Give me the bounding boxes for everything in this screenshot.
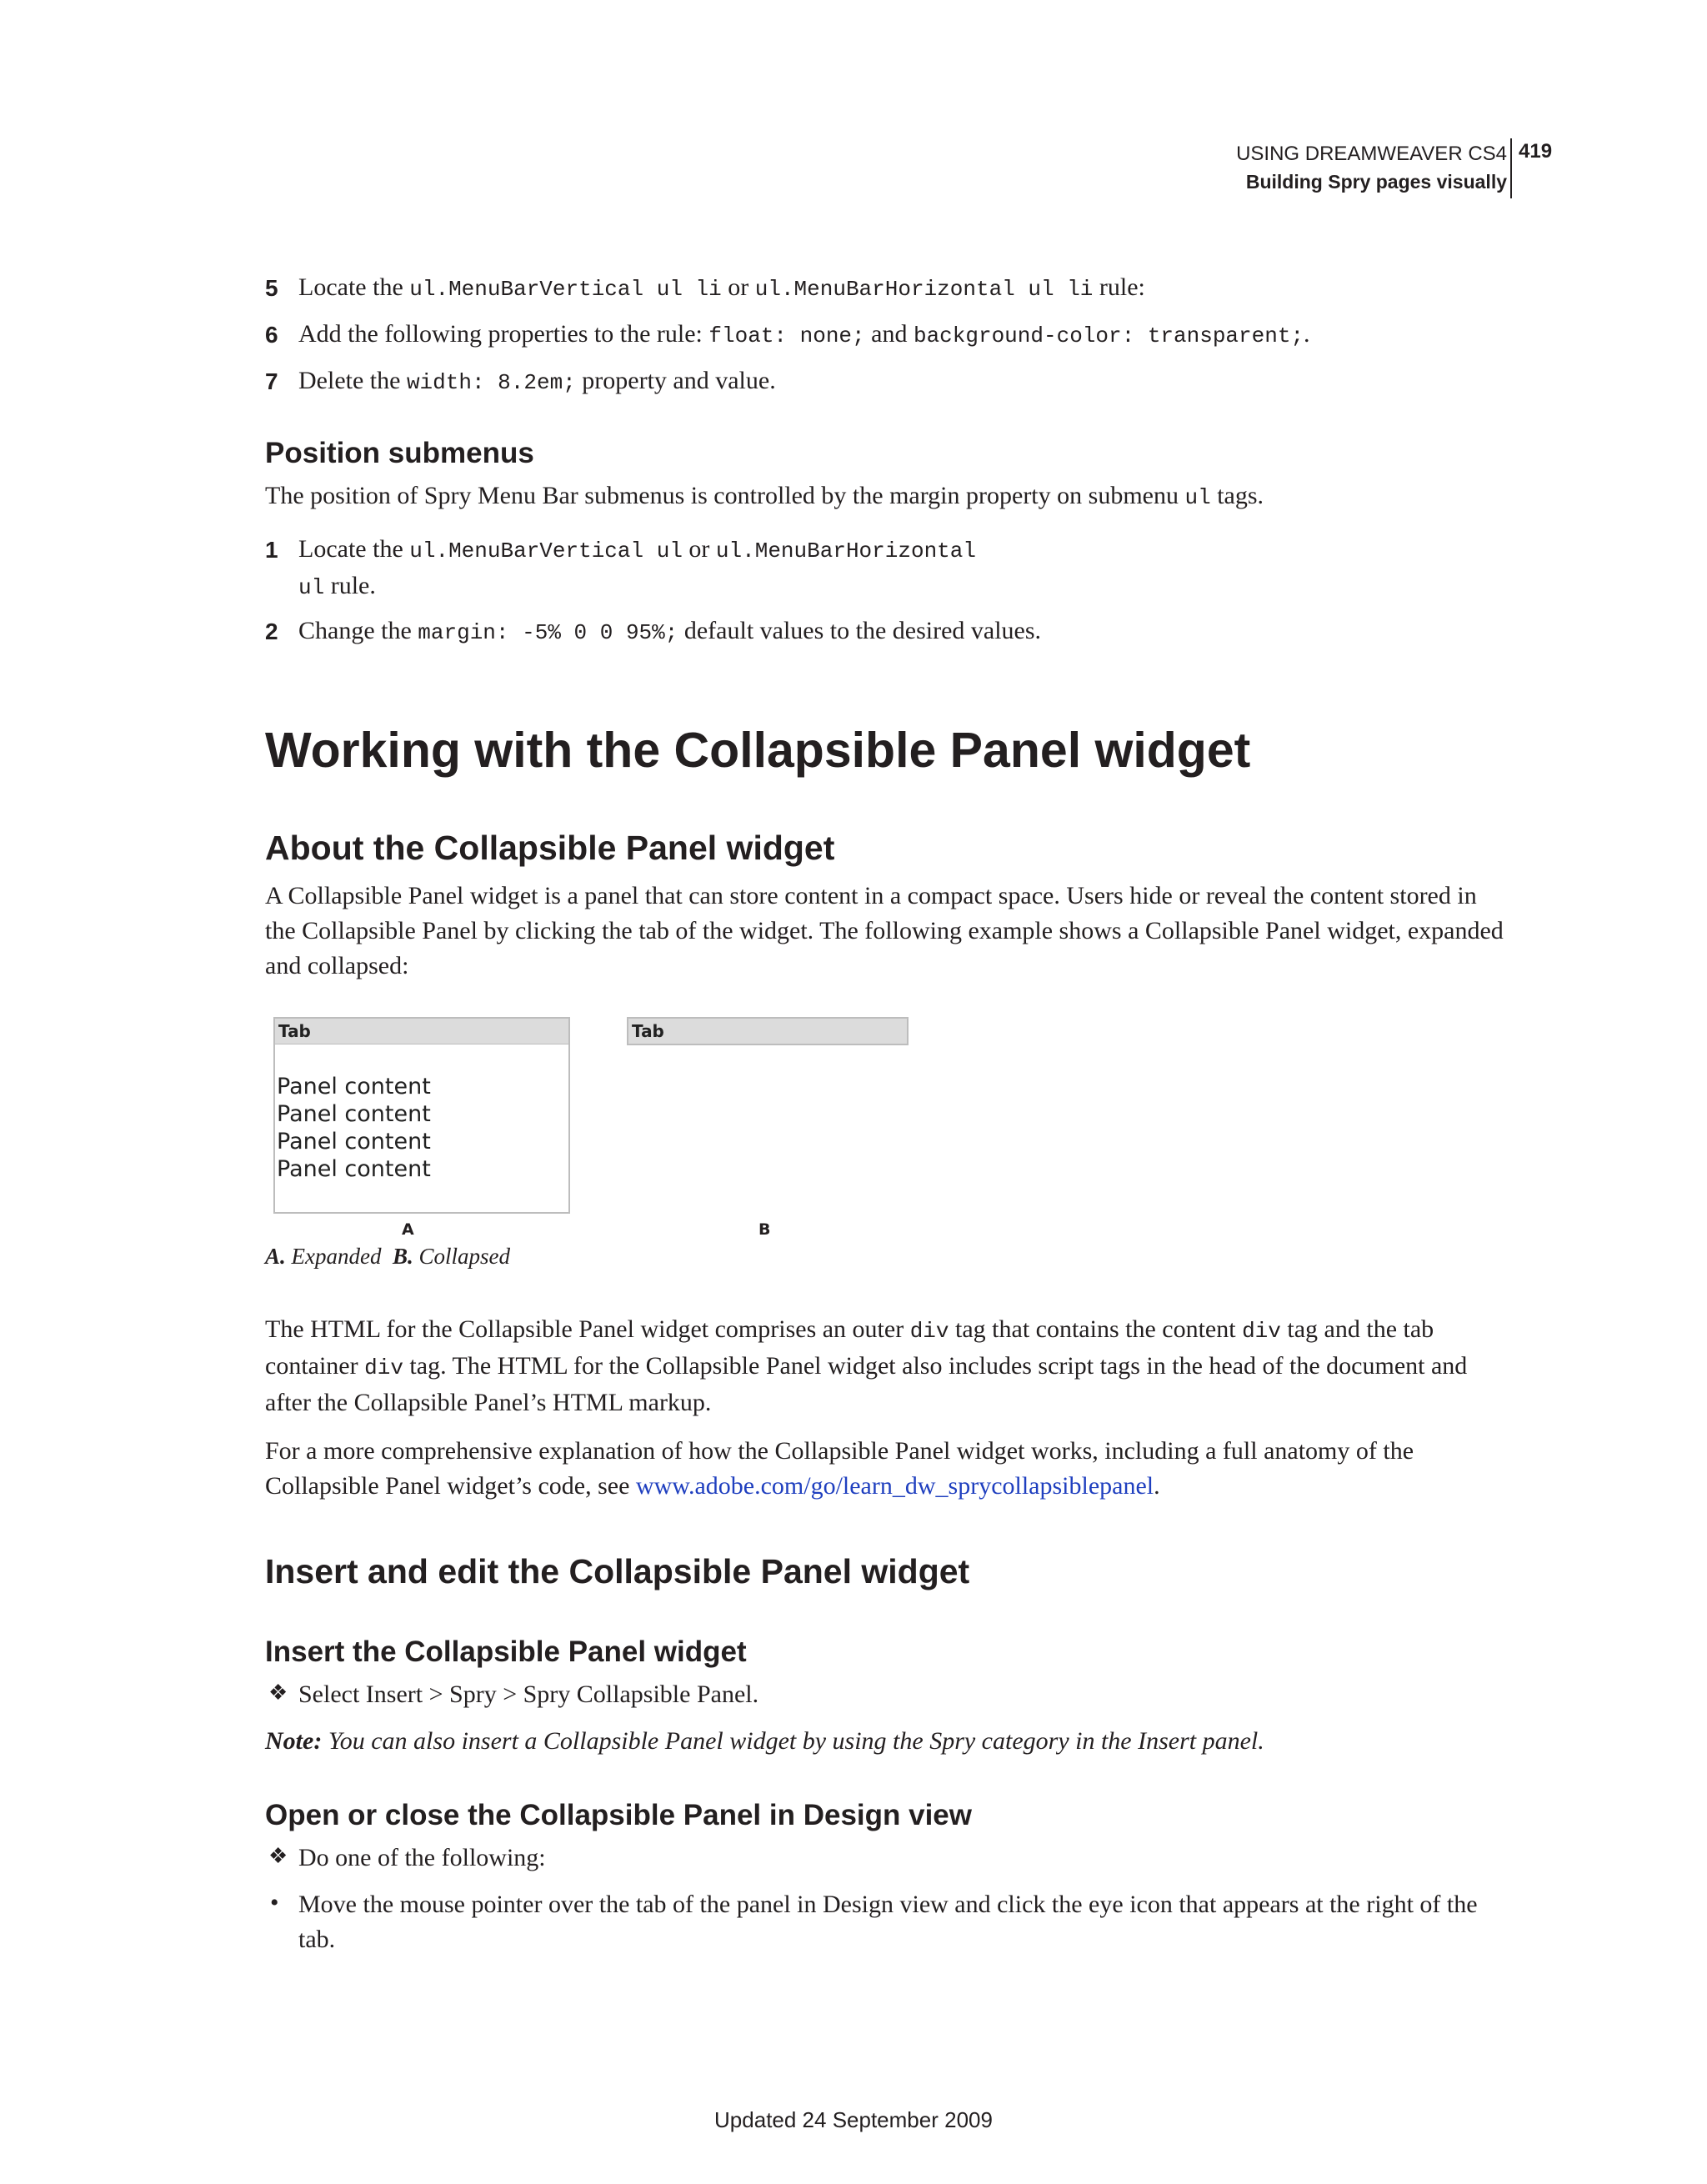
more-info-paragraph: For a more comprehensive explanation of how the Collapsible Panel widget works, including a full anatomy of the Collapsible Panel widget’s code, see www.adobe.com/go/learn_dw_sprycollapsiblepanel. bbox=[265, 1437, 1414, 1500]
figure-letter-a: A bbox=[402, 1220, 414, 1239]
step-text: Delete the width: 8.2em; property and value. bbox=[298, 367, 776, 395]
step-text: Locate the ul.MenuBarVertical ul li or ul.MenuBarHorizontal ul li rule: bbox=[298, 273, 1145, 302]
about-paragraph: A Collapsible Panel widget is a panel that can store content in a compact space. Users hide or reveal the content stored in the Collapsible Panel by clicking the tab of the widget. The following example shows a Collapsible Panel widget, expanded and collapsed: bbox=[265, 882, 1504, 979]
figure-letter-b: B bbox=[758, 1220, 771, 1239]
header-subtitle: Building Spry pages visually bbox=[1245, 171, 1507, 193]
panel-content-line: Panel content bbox=[277, 1101, 431, 1127]
header-divider bbox=[1510, 138, 1512, 198]
step-text: Change the margin: -5% 0 0 95%; default values to the desired values. bbox=[298, 617, 1042, 645]
panel-tab: Tab bbox=[628, 1019, 907, 1044]
step-text: Add the following properties to the rule: float: none; and background-color: transparent;. bbox=[298, 320, 1310, 348]
insert-instruction: Select Insert > Spry > Spry Collapsible Panel. bbox=[298, 1681, 759, 1708]
collapsed-panel-figure bbox=[627, 1017, 909, 1045]
position-intro: The position of Spry Menu Bar submenus is controlled by the margin property on submenu ul tags. bbox=[265, 482, 1264, 510]
insert-note: Note: You can also insert a Collapsible Panel widget by using the Spry category in the Insert panel. bbox=[265, 1727, 1264, 1755]
section-title: Working with the Collapsible Panel widget bbox=[265, 723, 1251, 778]
panel-content-line: Panel content bbox=[277, 1129, 431, 1155]
html-paragraph: The HTML for the Collapsible Panel widget comprises an outer div tag that contains the content div tag and the tab container div tag. The HTML for the Collapsible Panel widget also includes script tags in the head of the document and after the Collapsible Panel’s HTML markup. bbox=[265, 1315, 1468, 1416]
step-number: 1 bbox=[265, 537, 278, 563]
learn-more-link[interactable]: www.adobe.com/go/learn_dw_sprycollapsiblepanel bbox=[635, 1472, 1154, 1500]
diamond-bullet-icon: ❖ bbox=[268, 1681, 288, 1705]
figure-caption: A. Expanded B. Collapsed bbox=[265, 1244, 511, 1269]
step-number: 6 bbox=[265, 322, 278, 348]
step-number: 2 bbox=[265, 619, 278, 644]
running-header bbox=[1236, 140, 1507, 195]
heading-insert-edit: Insert and edit the Collapsible Panel widget bbox=[265, 1552, 970, 1590]
page-number: 419 bbox=[1519, 140, 1553, 163]
step-number: 7 bbox=[265, 368, 278, 394]
dot-bullet-icon: • bbox=[270, 1889, 279, 1916]
panel-content-line: Panel content bbox=[277, 1074, 431, 1100]
panel-tab: Tab bbox=[275, 1019, 568, 1044]
diamond-bullet-icon: ❖ bbox=[268, 1844, 288, 1868]
expanded-panel-figure bbox=[273, 1017, 570, 1214]
heading-position-submenus: Position submenus bbox=[265, 437, 534, 469]
heading-insert: Insert the Collapsible Panel widget bbox=[265, 1635, 747, 1668]
open-close-instruction: Do one of the following: bbox=[298, 1844, 546, 1871]
footer-updated: Updated 24 September 2009 bbox=[714, 2107, 993, 2132]
step-number: 5 bbox=[265, 275, 278, 301]
panel-content-line: Panel content bbox=[277, 1156, 431, 1182]
header-title: USING DREAMWEAVER CS4 bbox=[1236, 143, 1507, 165]
heading-open-close: Open or close the Collapsible Panel in Design view bbox=[265, 1799, 972, 1831]
step-text: Locate the ul.MenuBarVertical ul or ul.MenuBarHorizontal ul rule. bbox=[298, 535, 976, 600]
heading-about: About the Collapsible Panel widget bbox=[265, 829, 835, 867]
open-close-option: Move the mouse pointer over the tab of the panel in Design view and click the eye icon that appears at the right of the tab. bbox=[298, 1891, 1478, 1953]
